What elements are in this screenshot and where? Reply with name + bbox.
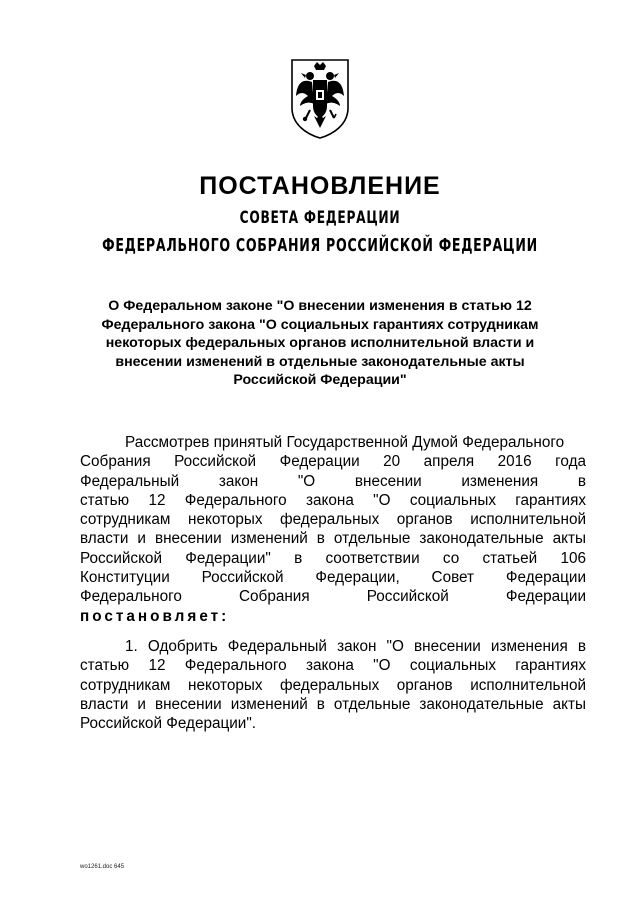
paragraph-line: власти и внесении изменений в отдельные законодательные акты <box>80 530 586 548</box>
paragraph-line: сотрудникам некоторых федеральных органов исполнительной <box>80 511 586 529</box>
heading-line: Российской Федерации" <box>233 372 407 388</box>
resolution-heading <box>80 297 560 390</box>
heading-line: О Федеральном законе "О внесении изменения в статью 12 <box>108 298 532 314</box>
state-emblem-icon <box>288 56 352 140</box>
paragraph-line: 1. Одобрить Федеральный закон "О внесении изменения в <box>125 638 586 655</box>
paragraph-line: Рассмотрев принятый Государственной Думой Федерального <box>125 434 565 451</box>
paragraph-line: Федерального Собрания Российской Федерации <box>80 588 586 606</box>
document-file-reference: wo1261.doc 645 <box>80 864 125 870</box>
heading-line: Федерального закона "О социальных гарантиях сотрудникам <box>101 316 539 333</box>
resolution-item-1 <box>80 637 586 733</box>
paragraph-line: Российской Федерации" в соответствии со статьей 106 <box>80 549 586 567</box>
paragraph-line: статью 12 Федерального закона "О социальных гарантиях <box>80 491 586 509</box>
document-title: ПОСТАНОВЛЕНИЕ <box>199 172 441 200</box>
resolves-keyword: постановляет: <box>80 607 230 625</box>
paragraph-line: Федеральный закон "О внесении изменения в <box>80 472 586 490</box>
heading-line: внесении изменений в отдельные законодательные акты <box>115 353 525 370</box>
paragraph-line: Конституции Российской Федерации, Совет Федерации <box>80 569 586 587</box>
paragraph-line: сотрудникам некоторых федеральных органов исполнительной <box>80 676 586 694</box>
paragraph-line: статью 12 Федерального закона "О социальных гарантиях <box>80 657 586 675</box>
document-subtitle-assembly: ФЕДЕРАЛЬНОГО СОБРАНИЯ РОССИЙСКОЙ ФЕДЕРАЦИИ <box>102 236 538 256</box>
paragraph-line: власти и внесении изменений в отдельные законодательные акты <box>80 695 586 713</box>
heading-line: некоторых федеральных органов исполнительной власти и <box>105 335 535 351</box>
paragraph-line: Российской Федерации". <box>80 715 257 733</box>
preamble-paragraph <box>80 433 586 626</box>
document-subtitle-council: СОВЕТА ФЕДЕРАЦИИ <box>239 208 401 228</box>
paragraph-line: Собрания Российской Федерации 20 апреля 2016 года <box>80 453 586 471</box>
